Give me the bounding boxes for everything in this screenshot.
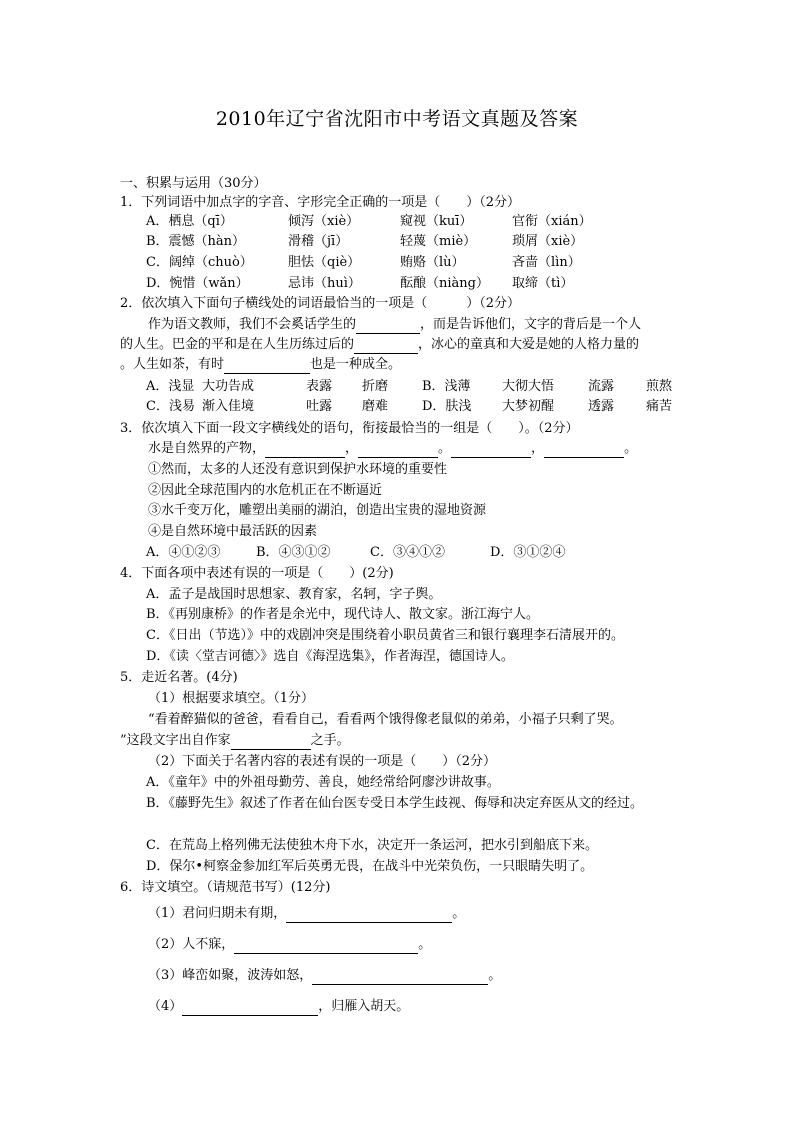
option-word: 痛苦	[646, 399, 673, 414]
passage-text: ，冰心的童真和大爱是她的人格力量的	[418, 337, 640, 352]
blank-line	[224, 359, 310, 374]
question-2-passage-line-3	[120, 356, 401, 374]
poem-text: （2）人不寐，	[148, 937, 235, 952]
poem-punctuation: 。	[452, 906, 466, 921]
passage-text: ，而是告诉他们，文字的背后是一个人	[420, 317, 642, 332]
question-4-option-a: A．孟子是战国时思想家、教育家，名轲，字子舆。	[146, 587, 442, 602]
option-c-word-3: 贿赂（lù）	[400, 255, 465, 270]
option-c-word-2: 胆怯（qiè）	[288, 255, 361, 270]
question-3-sentence-4: ④是自然环境中最活跃的因素	[148, 524, 318, 539]
passage-text: 之手。	[310, 733, 350, 748]
question-6-item-3	[148, 967, 501, 985]
option-d-word-2: 忌讳（huì）	[288, 276, 361, 291]
question-4-stem: 4．下面各项中表述有误的一项是（ ）(2分)	[120, 566, 394, 581]
question-3-stem: 3．依次填入下面一段文字横线处的语句，衔接最恰当的一组是（ ）。（2分）	[120, 421, 579, 436]
question-2-stem: 2．依次填入下面句子横线处的词语最恰当的一项是（ ）（2分）	[120, 296, 521, 311]
section-heading: 一、积累与运用（30分）	[120, 176, 267, 191]
question-2-passage-line-1	[148, 316, 641, 334]
option-word: 表露	[306, 379, 333, 394]
blank-line	[358, 443, 438, 458]
poem-text: （4）	[148, 999, 183, 1014]
passage-text: 的人生。巴金的平和是在人生历练过后的	[120, 337, 355, 352]
question-6-item-1	[148, 905, 465, 923]
blank-line	[231, 735, 311, 750]
option-d-word-3: 酝酿（niàng）	[400, 276, 489, 291]
question-4-option-b: B．《再别康桥》的作者是余光中，现代诗人、散文家。浙江海宁人。	[146, 607, 540, 622]
option-a-word-2: 倾泻（xiè）	[288, 214, 360, 229]
option-word: A．浅显	[146, 379, 195, 394]
option-c-word-4: 吝啬（lìn）	[512, 255, 581, 270]
blank-line	[234, 939, 418, 954]
poem-text: （1）君问归期未有期，	[148, 906, 287, 921]
option-b-word-1: B．震憾（hàn）	[146, 234, 246, 249]
question-5-option-a: A．《童年》中的外祖母勤劳、善良，她经常给阿廖沙讲故事。	[146, 775, 500, 790]
option-a-word-3: 窥视（kuī）	[400, 214, 473, 229]
option-a-word-1: A．栖息（qī）	[146, 214, 233, 229]
passage-text: 作为语文教师，我们不会奚话学生的	[148, 317, 357, 332]
option-word: 煎熬	[646, 379, 673, 394]
question-3-sentence-3: ③水千变万化，雕塑出美丽的湖泊，创造出宝贵的湿地资源	[148, 503, 487, 518]
option-b-word-2: 滑稽（jī）	[288, 234, 349, 249]
option-word: 透露	[588, 399, 615, 414]
option-word: D．肤浅	[422, 399, 472, 414]
option-word: 大功告成	[202, 379, 255, 394]
option-word: 折磨	[362, 379, 389, 394]
option-word: 大梦初醒	[502, 399, 555, 414]
option-a-word-4: 官衔（xián）	[512, 214, 592, 229]
option-c-word-1: C．阔绰（chuò）	[146, 255, 253, 270]
poem-text: ，归雁入胡天。	[318, 999, 410, 1014]
option-word: 磨难	[362, 399, 389, 414]
blank-line	[544, 443, 624, 458]
option-b: B．④③①②	[256, 545, 331, 560]
question-6-item-4	[148, 998, 409, 1016]
question-4-option-d: D．《读〈堂吉诃德〉》选自《海涅选集》，作者海涅，德国诗人。	[146, 649, 514, 664]
option-b-word-3: 轻蔑（miè）	[400, 234, 477, 249]
option-word: 渐入佳境	[202, 399, 255, 414]
blank-line	[265, 443, 345, 458]
question-4-option-c: C．《日出（节选）》中的戏剧冲突是围绕着小职员黄省三和银行襄理李石清展开的。	[146, 628, 624, 643]
option-word: 吐露	[306, 399, 333, 414]
option-c: C．③④①②	[370, 545, 445, 560]
question-5-sub-1: （1）根据要求填空。（1分）	[148, 691, 315, 706]
question-6-item-2	[148, 936, 431, 954]
question-5-sub-2: （2）下面关于名著内容的表述有误的一项是（ ）（2分）	[148, 754, 497, 769]
question-2-passage-line-2	[120, 336, 639, 354]
poem-punctuation: 。	[418, 937, 432, 952]
option-b-word-4: 琐屑（xiè）	[512, 234, 584, 249]
question-3-lead: 水是自然界的产物， ， 。 ， 。	[148, 441, 638, 456]
option-word: 大彻大悟	[502, 379, 555, 394]
question-5-quote-line-2	[120, 732, 350, 750]
option-a: A．④①②③	[146, 545, 221, 560]
poem-text: （3）峰峦如聚，波涛如怒，	[148, 968, 313, 983]
blank-line	[451, 443, 531, 458]
question-3-sentence-1: ①然而，太多的人还没有意识到保护水环境的重要性	[148, 462, 448, 477]
option-d: D．③①②④	[490, 545, 566, 560]
question-3-sentence-2: ②因此全球范围内的水危机正在不断逼近	[148, 483, 383, 498]
question-5-option-d: D．保尔•柯察金参加红军后英勇无畏，在战斗中光荣负伤，一只眼睛失明了。	[146, 859, 594, 874]
question-5-stem: 5．走近名著。(4分)	[120, 670, 238, 685]
option-d-word-4: 取缔（tì）	[512, 276, 574, 291]
document-title: 2010年辽宁省沈阳市中考语文真题及答案	[215, 108, 579, 130]
passage-text: ”这段文字出自作家	[120, 733, 231, 748]
question-5-quote-line-1: “看着醉猫似的爸爸，看看自己，看看两个饿得像老鼠似的弟弟，小福子只剩了哭。	[148, 712, 623, 727]
option-word: B．浅薄	[422, 379, 471, 394]
blank-line	[354, 339, 418, 354]
blank-line	[182, 1001, 318, 1016]
passage-text: 。人生如茶，有时	[120, 357, 225, 372]
question-1-stem: 1．下列词语中加点字的字音、字形完全正确的一项是（ ）（2分）	[120, 195, 521, 210]
option-word: C．浅易	[146, 399, 195, 414]
question-6-stem: 6．诗文填空。（请规范书写）(12分)	[120, 880, 331, 895]
blank-line	[356, 319, 420, 334]
passage-text: 水是自然界的产物，	[148, 441, 266, 456]
question-5-option-c: C．在荒岛上格列佛无法使独木舟下水，决定开一条运河，把水引到船底下来。	[146, 838, 598, 853]
poem-punctuation: 。	[488, 968, 502, 983]
question-5-option-b: B．《藤野先生》叙述了作者在仙台医专受日本学生歧视、侮辱和决定弃医从文的经过。	[146, 796, 644, 811]
option-d-word-1: D．惋惜（wǎn）	[146, 276, 249, 291]
blank-line	[286, 908, 452, 923]
passage-text: 也是一种成全。	[310, 357, 402, 372]
blank-line	[312, 970, 488, 985]
option-word: 流露	[588, 379, 615, 394]
